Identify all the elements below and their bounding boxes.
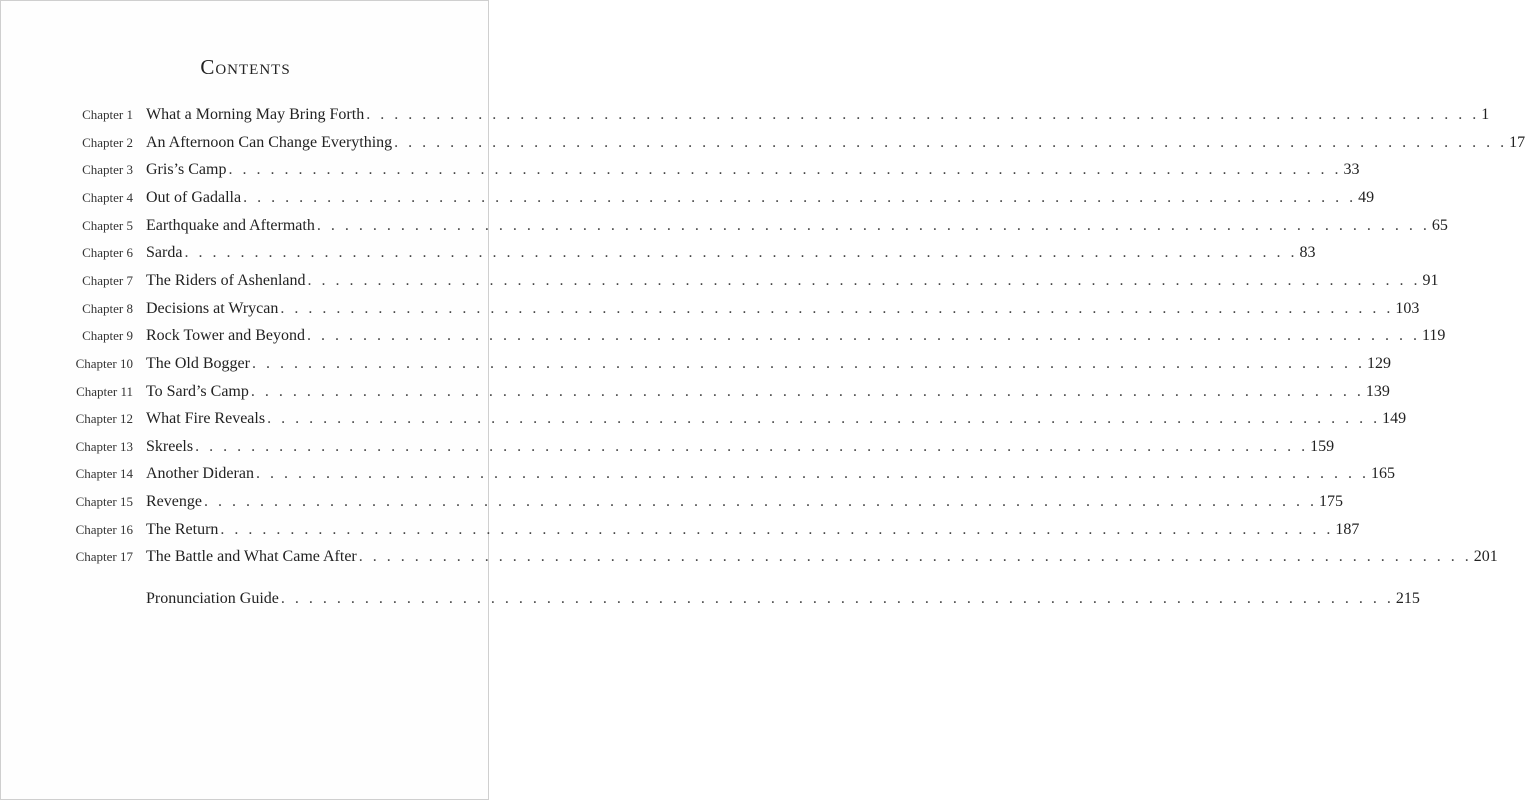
page-number: 49	[1358, 189, 1375, 206]
page-number: 83	[1299, 244, 1316, 261]
page-number: 165	[1370, 465, 1395, 482]
chapter-label: Chapter 11	[76, 384, 133, 399]
page-number: 91	[1422, 272, 1439, 289]
toc-row	[1, 435, 1335, 459]
dot-leader: . . . . . . . . . . . . . . . . . . . . . . . . . . . . . . . . . . . . . . . . . . . . . . . . . . . . . . . . . . . . . . . . . . . . . . . . . . . . . . . .	[195, 438, 1309, 455]
dot-leader: . . . . . . . . . . . . . . . . . . . . . . . . . . . . . . . . . . . . . . . . . . . . . . . . . . . . . . . . . . . . . . . . . . . . . . . . . . . . . . . .	[394, 134, 1508, 151]
toc-entry	[146, 131, 1525, 155]
page-number: 139	[1365, 383, 1390, 400]
toc-row	[1, 241, 1316, 265]
chapter-title: The Battle and What Came After	[146, 548, 357, 565]
toc-entry	[146, 269, 1439, 293]
dot-leader: . . . . . . . . . . . . . . . . . . . . . . . . . . . . . . . . . . . . . . . . . . . . . . . . . . . . . . . . . . . . . . . . . . . . . . . . . . . . . . . .	[228, 161, 1342, 178]
page-number: 175	[1318, 493, 1343, 510]
dot-leader: . . . . . . . . . . . . . . . . . . . . . . . . . . . . . . . . . . . . . . . . . . . . . . . . . . . . . . . . . . . . . . . . . . . . . . . . . . . . . . . .	[280, 300, 1394, 317]
dot-leader: . . . . . . . . . . . . . . . . . . . . . . . . . . . . . . . . . . . . . . . . . . . . . . . . . . . . . . . . . . . . . . . . . . . . . . . . . . . . . . . .	[267, 410, 1381, 427]
chapter-title: Another Dideran	[146, 465, 254, 482]
dot-leader: . . . . . . . . . . . . . . . . . . . . . . . . . . . . . . . . . . . . . . . . . . . . . . . . . . . . . . . . . . . . . . . . . . . . . . . . . . . . . . . .	[307, 272, 1421, 289]
toc-entry	[146, 324, 1446, 348]
toc-row	[1, 490, 1343, 514]
toc-row	[1, 214, 1448, 238]
toc-row	[1, 462, 1395, 486]
chapter-label: Chapter 3	[82, 162, 133, 177]
dot-leader: . . . . . . . . . . . . . . . . . . . . . . . . . . . . . . . . . . . . . . . . . . . . . . . . . . . . . . . . . . . . . . . . . . . . . . . . . . . . . . . .	[220, 521, 1334, 538]
chapter-label: Chapter 10	[75, 356, 133, 371]
dot-leader: . . . . . . . . . . . . . . . . . . . . . . . . . . . . . . . . . . . . . . . . . . . . . . . . . . . . . . . . . . . . . . . . . . . . . . . . . . . . . . . .	[280, 590, 1394, 607]
chapter-title: Earthquake and Aftermath	[146, 217, 315, 234]
chapter-label: Chapter 16	[75, 522, 133, 537]
toc-entry	[146, 462, 1395, 486]
chapter-title: What Fire Reveals	[146, 410, 266, 427]
toc-entry	[146, 518, 1360, 542]
dot-leader: . . . . . . . . . . . . . . . . . . . . . . . . . . . . . . . . . . . . . . . . . . . . . . . . . . . . . . . . . . . . . . . . . . . . . . . . . . . . . . . .	[366, 106, 1480, 123]
page-number: 17	[1509, 134, 1525, 151]
toc-entry	[146, 241, 1316, 265]
toc-entry	[146, 435, 1335, 459]
chapter-label: Chapter 7	[82, 273, 133, 288]
toc-row	[1, 352, 1391, 376]
toc-entry	[146, 352, 1391, 376]
contents-heading: Contents	[200, 55, 291, 79]
dot-leader: . . . . . . . . . . . . . . . . . . . . . . . . . . . . . . . . . . . . . . . . . . . . . . . . . . . . . . . . . . . . . . . . . . . . . . . . . . . . . . . .	[203, 493, 1317, 510]
toc-row	[1, 297, 1420, 321]
chapter-label: Chapter 15	[75, 494, 133, 509]
chapter-title: An Afternoon Can Change Everything	[146, 134, 393, 151]
chapter-title: The Riders of Ashenland	[146, 272, 306, 289]
toc-row	[1, 158, 1360, 182]
chapter-title: The Return	[146, 521, 219, 538]
toc-entry	[146, 186, 1375, 210]
page-number: 187	[1335, 521, 1360, 538]
toc-row	[1, 131, 1525, 155]
chapter-label: Chapter 12	[75, 411, 133, 426]
page-number: 119	[1422, 327, 1446, 344]
page-number: 33	[1343, 161, 1360, 178]
page-title	[1, 55, 490, 80]
toc-entry	[146, 158, 1360, 182]
toc-entry	[146, 407, 1407, 431]
toc-row	[1, 324, 1446, 348]
chapter-label: Chapter 2	[82, 135, 133, 150]
chapter-label: Chapter 4	[82, 190, 133, 205]
chapter-label: Chapter 17	[75, 549, 133, 564]
chapter-label: Chapter 13	[75, 439, 133, 454]
appendix-title: Pronunciation Guide	[146, 590, 279, 607]
chapter-label: Chapter 5	[82, 218, 133, 233]
dot-leader: . . . . . . . . . . . . . . . . . . . . . . . . . . . . . . . . . . . . . . . . . . . . . . . . . . . . . . . . . . . . . . . . . . . . . . . . . . . . . . . .	[316, 217, 1430, 234]
toc-entry	[146, 545, 1498, 569]
toc-row	[1, 186, 1375, 210]
chapter-title: Gris’s Camp	[146, 161, 227, 178]
toc-entry	[146, 587, 1420, 611]
toc-entry	[146, 297, 1420, 321]
toc-row	[1, 269, 1439, 293]
toc-row	[1, 518, 1360, 542]
chapter-label: Chapter 8	[82, 301, 133, 316]
chapter-label: Chapter 9	[82, 328, 133, 343]
toc-entry	[146, 490, 1343, 514]
chapter-title: Decisions at Wrycan	[146, 300, 279, 317]
dot-leader: . . . . . . . . . . . . . . . . . . . . . . . . . . . . . . . . . . . . . . . . . . . . . . . . . . . . . . . . . . . . . . . . . . . . . . . . . . . . . . . .	[184, 244, 1298, 261]
toc-row	[1, 380, 1390, 404]
chapter-title: Rock Tower and Beyond	[146, 327, 305, 344]
toc-row	[1, 407, 1407, 431]
dot-leader: . . . . . . . . . . . . . . . . . . . . . . . . . . . . . . . . . . . . . . . . . . . . . . . . . . . . . . . . . . . . . . . . . . . . . . . . . . . . . . . .	[358, 548, 1472, 565]
chapter-title: Revenge	[146, 493, 202, 510]
dot-leader: . . . . . . . . . . . . . . . . . . . . . . . . . . . . . . . . . . . . . . . . . . . . . . . . . . . . . . . . . . . . . . . . . . . . . . . . . . . . . . . .	[250, 383, 1364, 400]
dot-leader: . . . . . . . . . . . . . . . . . . . . . . . . . . . . . . . . . . . . . . . . . . . . . . . . . . . . . . . . . . . . . . . . . . . . . . . . . . . . . . . .	[243, 189, 1357, 206]
page-number: 65	[1431, 217, 1448, 234]
dot-leader: . . . . . . . . . . . . . . . . . . . . . . . . . . . . . . . . . . . . . . . . . . . . . . . . . . . . . . . . . . . . . . . . . . . . . . . . . . . . . . . .	[251, 355, 1365, 372]
toc-row	[1, 103, 1490, 127]
chapter-label: Chapter 14	[75, 466, 133, 481]
toc-entry	[146, 214, 1448, 238]
chapter-title: To Sard’s Camp	[146, 383, 249, 400]
toc-entry	[146, 103, 1490, 127]
chapter-title: Out of Gadalla	[146, 189, 242, 206]
dot-leader: . . . . . . . . . . . . . . . . . . . . . . . . . . . . . . . . . . . . . . . . . . . . . . . . . . . . . . . . . . . . . . . . . . . . . . . . . . . . . . . .	[255, 465, 1369, 482]
chapter-title: What a Morning May Bring Forth	[146, 106, 365, 123]
page-number: 159	[1310, 438, 1335, 455]
page-number: 1	[1481, 106, 1490, 123]
dot-leader: . . . . . . . . . . . . . . . . . . . . . . . . . . . . . . . . . . . . . . . . . . . . . . . . . . . . . . . . . . . . . . . . . . . . . . . . . . . . . . . .	[307, 327, 1420, 344]
chapter-label: Chapter 1	[82, 107, 133, 122]
chapter-title: Skreels	[146, 438, 194, 455]
toc-appendix-row	[1, 587, 1420, 611]
page-number: 129	[1366, 355, 1391, 372]
toc-row	[1, 545, 1498, 569]
chapter-label: Chapter 6	[82, 245, 133, 260]
chapter-title: Sarda	[146, 244, 183, 261]
toc-entry	[146, 380, 1390, 404]
page-number: 215	[1395, 590, 1420, 607]
chapter-title: The Old Bogger	[146, 355, 250, 372]
page-number: 201	[1473, 548, 1498, 565]
page-number: 149	[1382, 410, 1407, 427]
page-number: 103	[1395, 300, 1420, 317]
